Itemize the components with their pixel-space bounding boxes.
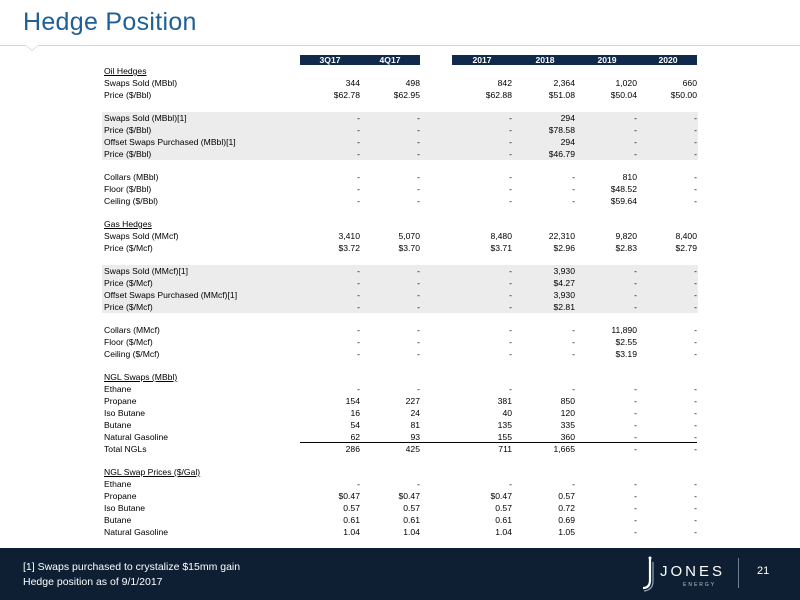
section-title: NGL Swap Prices ($/Gal) <box>104 467 201 477</box>
table-cell: 1.04 <box>343 527 360 537</box>
table-row <box>102 171 698 183</box>
table-row <box>102 148 698 160</box>
spacer-row <box>102 101 698 112</box>
row-label: Total NGLs <box>104 444 147 454</box>
table-cell: 660 <box>682 78 697 88</box>
logo-subtext: ENERGY <box>683 582 717 588</box>
table-cell: $2.96 <box>553 243 575 253</box>
row-label: Collars (MMcf) <box>104 325 160 335</box>
table-cell: 0.69 <box>558 515 575 525</box>
table-cell: - <box>357 325 360 335</box>
table-cell: 54 <box>350 420 360 430</box>
table-cell: - <box>634 278 637 288</box>
table-cell: - <box>694 290 697 300</box>
table-cell: - <box>417 172 420 182</box>
table-cell: 154 <box>345 396 360 406</box>
table-cell: - <box>634 432 637 442</box>
table-cell: 22,310 <box>548 231 575 241</box>
row-label: Price ($/Bbl) <box>104 149 152 159</box>
table-cell: 155 <box>497 432 512 442</box>
table-cell: - <box>694 113 697 123</box>
table-row <box>102 431 698 443</box>
table-cell: 0.61 <box>403 515 420 525</box>
table-cell: 3,930 <box>553 266 575 276</box>
table-row <box>102 383 698 395</box>
table-row <box>102 265 698 277</box>
table-cell: - <box>417 266 420 276</box>
table-cell: 286 <box>345 444 360 454</box>
footer-divider <box>738 558 739 588</box>
row-label: Natural Gasoline <box>104 432 169 442</box>
table-cell: - <box>694 527 697 537</box>
table-cell: $3.72 <box>338 243 360 253</box>
table-cell: $78.58 <box>548 125 575 135</box>
table-cell: - <box>634 408 637 418</box>
table-cell: 0.72 <box>558 503 575 513</box>
table-cell: - <box>694 196 697 206</box>
table-cell: - <box>417 137 420 147</box>
table-row <box>102 242 698 254</box>
table-cell: 0.57 <box>558 491 575 501</box>
table-cell: 93 <box>410 432 420 442</box>
row-label: Natural Gasoline <box>104 527 169 537</box>
table-cell: - <box>417 196 420 206</box>
table-cell: - <box>634 137 637 147</box>
column-header: 2019 <box>577 55 637 65</box>
table-cell: $3.70 <box>398 243 420 253</box>
row-label: Butane <box>104 515 132 525</box>
table-cell: - <box>357 290 360 300</box>
row-label: Propane <box>104 491 137 501</box>
table-cell: 498 <box>405 78 420 88</box>
table-header <box>102 55 698 65</box>
table-row <box>102 502 698 514</box>
table-cell: $59.64 <box>610 196 637 206</box>
table-cell: - <box>417 290 420 300</box>
section-header-row <box>102 371 698 383</box>
table-cell: 842 <box>497 78 512 88</box>
table-cell: - <box>694 149 697 159</box>
table-row <box>102 124 698 136</box>
row-label: Swaps Sold (MMcf)[1] <box>104 266 189 276</box>
table-cell: - <box>634 113 637 123</box>
table-cell: - <box>694 503 697 513</box>
table-cell: - <box>357 113 360 123</box>
table-cell: $2.83 <box>615 243 637 253</box>
table-cell: 0.57 <box>403 503 420 513</box>
row-label: Price ($/Mcf) <box>104 278 153 288</box>
table-cell: - <box>417 302 420 312</box>
section-title: NGL Swaps (MBbl) <box>104 372 178 382</box>
table-cell: 40 <box>502 408 512 418</box>
table-cell: - <box>572 349 575 359</box>
table-cell: 711 <box>498 444 512 454</box>
row-label: Ethane <box>104 479 132 489</box>
logo-wordmark: JONES <box>660 563 726 580</box>
table-cell: 1.04 <box>403 527 420 537</box>
table-cell: - <box>694 432 697 442</box>
table-cell: - <box>694 266 697 276</box>
table-row <box>102 136 698 148</box>
table-row <box>102 324 698 336</box>
table-cell: $46.79 <box>548 149 575 159</box>
table-cell: 850 <box>560 396 575 406</box>
table-row <box>102 443 698 455</box>
table-cell: 8,400 <box>675 231 697 241</box>
row-label: Floor ($/Mcf) <box>104 337 153 347</box>
table-cell: 5,070 <box>398 231 420 241</box>
column-header: 2020 <box>639 55 697 65</box>
table-cell: - <box>417 337 420 347</box>
table-cell: - <box>357 302 360 312</box>
table-cell: - <box>509 266 512 276</box>
table-cell: 425 <box>405 444 420 454</box>
table-cell: - <box>634 396 637 406</box>
table-row <box>102 395 698 407</box>
hedge-table <box>102 55 698 538</box>
table-cell: 3,930 <box>553 290 575 300</box>
table-cell: - <box>634 479 637 489</box>
table-cell: 0.57 <box>495 503 512 513</box>
table-cell: - <box>357 172 360 182</box>
table-cell: $0.47 <box>398 491 420 501</box>
table-cell: $4.27 <box>553 278 575 288</box>
table-cell: - <box>634 290 637 300</box>
table-cell: $51.08 <box>548 90 575 100</box>
table-cell: - <box>694 137 697 147</box>
table-row <box>102 77 698 89</box>
row-label: Price ($/Bbl) <box>104 125 152 135</box>
table-row <box>102 301 698 313</box>
spacer-row <box>102 455 698 466</box>
row-label: Swaps Sold (MBbl) <box>104 78 178 88</box>
table-cell: - <box>357 266 360 276</box>
table-cell: - <box>357 349 360 359</box>
table-cell: - <box>634 384 637 394</box>
table-cell: - <box>417 113 420 123</box>
table-cell: 81 <box>410 420 420 430</box>
table-cell: 3,410 <box>338 231 360 241</box>
table-cell: 227 <box>405 396 420 406</box>
table-cell: - <box>694 172 697 182</box>
table-cell: 1,665 <box>553 444 575 454</box>
table-cell: - <box>357 137 360 147</box>
table-cell: $50.04 <box>610 90 637 100</box>
table-cell: - <box>417 149 420 159</box>
table-cell: 24 <box>410 408 420 418</box>
column-header: 4Q17 <box>360 55 420 65</box>
company-logo <box>638 556 728 592</box>
logo-j-icon <box>638 556 660 592</box>
table-cell: 120 <box>560 408 575 418</box>
row-label: Swaps Sold (MMcf) <box>104 231 179 241</box>
table-cell: - <box>509 337 512 347</box>
table-cell: - <box>572 384 575 394</box>
row-label: Propane <box>104 396 137 406</box>
table-cell: 135 <box>497 420 512 430</box>
table-cell: $48.52 <box>610 184 637 194</box>
table-cell: - <box>634 515 637 525</box>
column-header: 3Q17 <box>300 55 360 65</box>
table-cell: - <box>509 290 512 300</box>
table-cell: - <box>357 278 360 288</box>
table-cell: $2.81 <box>553 302 575 312</box>
table-cell: - <box>357 479 360 489</box>
table-cell: - <box>509 113 512 123</box>
table-cell: - <box>694 325 697 335</box>
table-cell: - <box>694 444 697 454</box>
table-cell: $50.00 <box>670 90 697 100</box>
table-cell: - <box>509 302 512 312</box>
table-cell: $2.55 <box>615 337 637 347</box>
section-header-row <box>102 218 698 230</box>
row-label: Ceiling ($/Mcf) <box>104 349 160 359</box>
table-cell: 0.61 <box>343 515 360 525</box>
table-cell: - <box>357 196 360 206</box>
table-cell: - <box>694 384 697 394</box>
title-divider <box>0 45 800 46</box>
table-cell: - <box>417 479 420 489</box>
table-row <box>102 289 698 301</box>
row-label: Offset Swaps Purchased (MBbl)[1] <box>104 137 236 147</box>
row-label: Offset Swaps Purchased (MMcf)[1] <box>104 290 238 300</box>
column-header: 2018 <box>515 55 575 65</box>
table-row <box>102 230 698 242</box>
table-cell: - <box>509 125 512 135</box>
table-cell: - <box>694 491 697 501</box>
table-cell: - <box>509 479 512 489</box>
table-cell: - <box>694 349 697 359</box>
page-title: Hedge Position <box>23 8 197 36</box>
table-cell: - <box>417 349 420 359</box>
table-cell: 2,364 <box>553 78 575 88</box>
footnote: [1] Swaps purchased to crystalize $15mm gain <box>23 561 241 573</box>
table-row <box>102 336 698 348</box>
table-cell: 16 <box>350 408 360 418</box>
table-cell: $3.71 <box>490 243 512 253</box>
table-cell: - <box>572 479 575 489</box>
table-cell: 335 <box>560 420 575 430</box>
table-cell: - <box>509 149 512 159</box>
table-row <box>102 277 698 289</box>
table-cell: - <box>634 491 637 501</box>
table-cell: - <box>634 503 637 513</box>
table-cell: - <box>509 172 512 182</box>
table-cell: 1,020 <box>615 78 637 88</box>
table-row <box>102 195 698 207</box>
table-cell: $0.47 <box>338 491 360 501</box>
table-cell: 294 <box>560 137 575 147</box>
table-cell: $62.95 <box>393 90 420 100</box>
table-cell: 62 <box>350 432 360 442</box>
row-label: Price ($/Mcf) <box>104 302 153 312</box>
table-cell: - <box>634 444 637 454</box>
table-cell: 0.61 <box>495 515 512 525</box>
table-cell: $62.78 <box>333 90 360 100</box>
table-row <box>102 419 698 431</box>
table-cell: - <box>417 325 420 335</box>
table-row <box>102 89 698 101</box>
table-cell: - <box>417 184 420 194</box>
row-label: Ethane <box>104 384 132 394</box>
table-cell: - <box>634 266 637 276</box>
table-cell: - <box>417 125 420 135</box>
table-cell: - <box>509 196 512 206</box>
section-title: Gas Hedges <box>104 219 152 229</box>
table-cell: - <box>572 325 575 335</box>
table-cell: - <box>509 278 512 288</box>
table-cell: - <box>357 184 360 194</box>
table-cell: - <box>694 396 697 406</box>
table-cell: - <box>357 125 360 135</box>
spacer-row <box>102 313 698 324</box>
section-header-row <box>102 466 698 478</box>
table-cell: $3.19 <box>615 349 637 359</box>
row-label: Price ($/Mcf) <box>104 243 153 253</box>
table-cell: - <box>509 325 512 335</box>
table-cell: - <box>634 420 637 430</box>
spacer-row <box>102 254 698 265</box>
table-cell: - <box>572 337 575 347</box>
table-row <box>102 478 698 490</box>
row-label: Ceiling ($/Bbl) <box>104 196 158 206</box>
table-cell: $0.47 <box>490 491 512 501</box>
table-cell: - <box>357 149 360 159</box>
table-cell: - <box>694 302 697 312</box>
table-row <box>102 348 698 360</box>
table-cell: - <box>509 349 512 359</box>
table-row <box>102 490 698 502</box>
spacer-row <box>102 160 698 171</box>
table-cell: $62.88 <box>485 90 512 100</box>
table-cell: - <box>694 184 697 194</box>
table-cell: - <box>634 302 637 312</box>
table-cell: - <box>694 408 697 418</box>
row-label: Butane <box>104 420 132 430</box>
table-cell: - <box>694 420 697 430</box>
row-label: Price ($/Bbl) <box>104 90 152 100</box>
table-cell: - <box>694 337 697 347</box>
section-header-row <box>102 65 698 77</box>
table-row <box>102 183 698 195</box>
table-cell: - <box>634 149 637 159</box>
table-cell: - <box>509 384 512 394</box>
column-header: 2017 <box>452 55 512 65</box>
row-label: Iso Butane <box>104 408 146 418</box>
spacer-row <box>102 360 698 371</box>
table-cell: - <box>417 384 420 394</box>
row-label: Iso Butane <box>104 503 146 513</box>
table-cell: - <box>694 125 697 135</box>
table-cell: - <box>634 125 637 135</box>
table-cell: 810 <box>622 172 637 182</box>
table-row <box>102 407 698 419</box>
table-row <box>102 526 698 538</box>
row-label: Collars (MBbl) <box>104 172 159 182</box>
table-cell: $2.79 <box>675 243 697 253</box>
section-title: Oil Hedges <box>104 66 147 76</box>
row-label: Swaps Sold (MBbl)[1] <box>104 113 187 123</box>
table-cell: 294 <box>560 113 575 123</box>
table-cell: 9,820 <box>615 231 637 241</box>
table-cell: - <box>694 515 697 525</box>
table-row <box>102 112 698 124</box>
page-number: 21 <box>757 565 770 577</box>
footnote-date: Hedge position as of 9/1/2017 <box>23 576 163 588</box>
table-cell: - <box>509 184 512 194</box>
row-label: Floor ($/Bbl) <box>104 184 152 194</box>
table-cell: 1.04 <box>495 527 512 537</box>
table-cell: - <box>694 479 697 489</box>
table-cell: 11,890 <box>611 325 637 335</box>
table-cell: 344 <box>345 78 360 88</box>
table-cell: - <box>572 196 575 206</box>
table-cell: 8,480 <box>490 231 512 241</box>
table-row <box>102 514 698 526</box>
table-cell: - <box>572 184 575 194</box>
table-cell: - <box>357 384 360 394</box>
table-cell: - <box>357 337 360 347</box>
table-cell: - <box>572 172 575 182</box>
table-cell: 1.05 <box>558 527 575 537</box>
table-cell: - <box>694 278 697 288</box>
table-cell: 360 <box>560 432 575 442</box>
table-cell: - <box>509 137 512 147</box>
table-cell: 0.57 <box>343 503 360 513</box>
table-cell: - <box>634 527 637 537</box>
spacer-row <box>102 207 698 218</box>
table-cell: - <box>417 278 420 288</box>
table-cell: 381 <box>497 396 512 406</box>
